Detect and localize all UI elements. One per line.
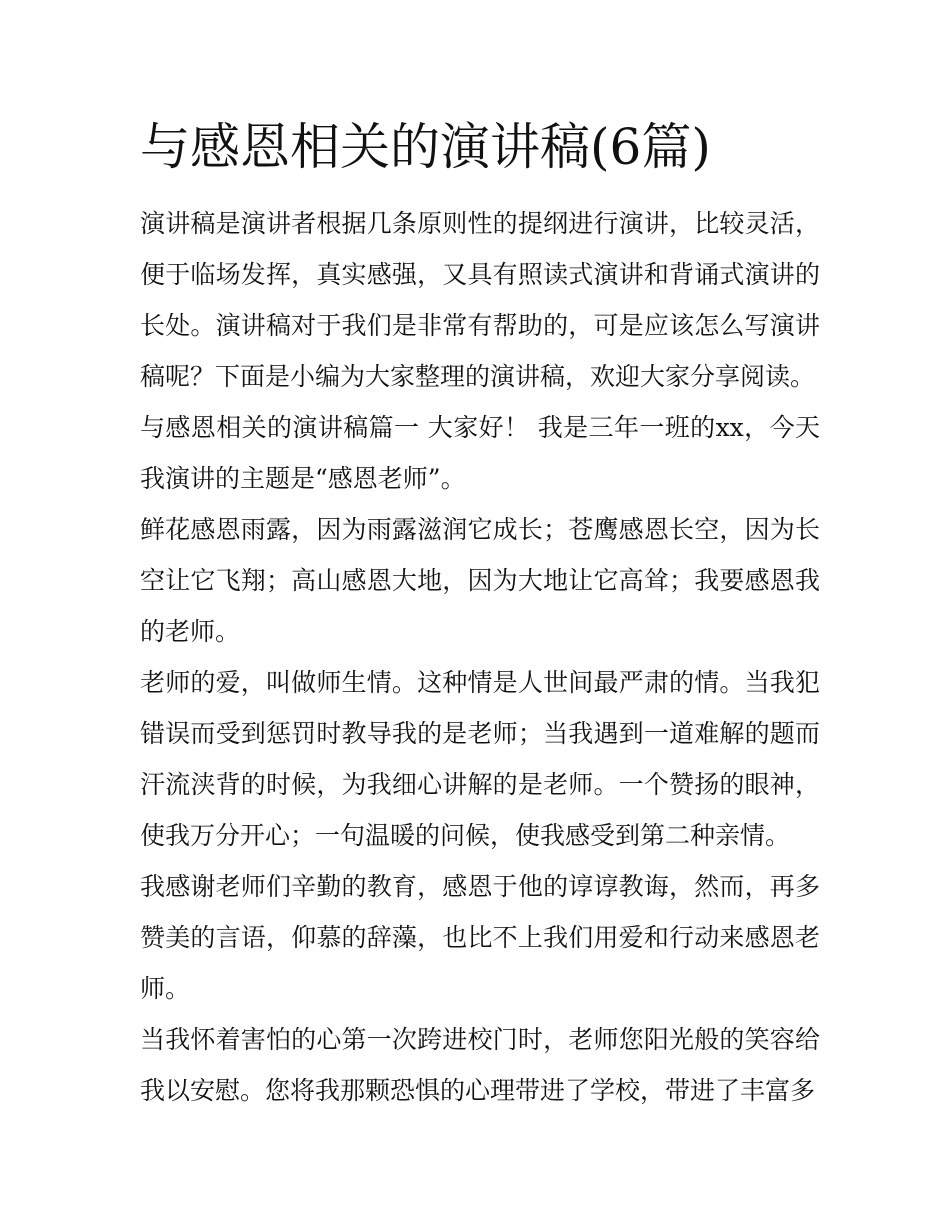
paragraph-gratitude-nature: 鲜花感恩雨露，因为雨露滋润它成长；苍鹰感恩长空，因为长空让它飞翔；高山感恩大地，因为大地让它高耸；我要感恩我的老师。 <box>140 515 820 646</box>
document-title: 与感恩相关的演讲稿(6篇) <box>140 118 711 176</box>
paragraph-first-day: 当我怀着害怕的心第一次跨进校门时，老师您阳光般的笑容给我以安慰。您将我那颗恐惧的心理带进了学校，带进了丰富多 <box>140 1025 820 1105</box>
paragraph-greeting: 与感恩相关的演讲稿篇一 大家好！ 我是三年一班的xx，今天我演讲的主题是“感恩老师”。 <box>140 413 820 493</box>
paragraph-intro: 演讲稿是演讲者根据几条原则性的提纲进行演讲，比较灵活，便于临场发挥，真实感强，又具有照读式演讲和背诵式演讲的长处。演讲稿对于我们是非常有帮助的，可是应该怎么写演讲稿呢？下面是小编为大家整理的演讲稿，欢迎大家分享阅读。 <box>140 209 820 391</box>
paragraph-teacher-love: 老师的爱，叫做师生情。这种情是人世间最严肃的情。当我犯错误而受到惩罚时教导我的是老师；当我遇到一道难解的题而汗流浃背的时候，为我细心讲解的是老师。一个赞扬的眼神，使我万分开心；一句温暖的问候，使我感受到第二种亲情。 <box>140 668 820 850</box>
document-body <box>140 198 820 1116</box>
paragraph-thanks: 我感谢老师们辛勤的教育，感恩于他的谆谆教诲，然而，再多赞美的言语，仰慕的辞藻，也比不上我们用爱和行动来感恩老师。 <box>140 872 820 1003</box>
